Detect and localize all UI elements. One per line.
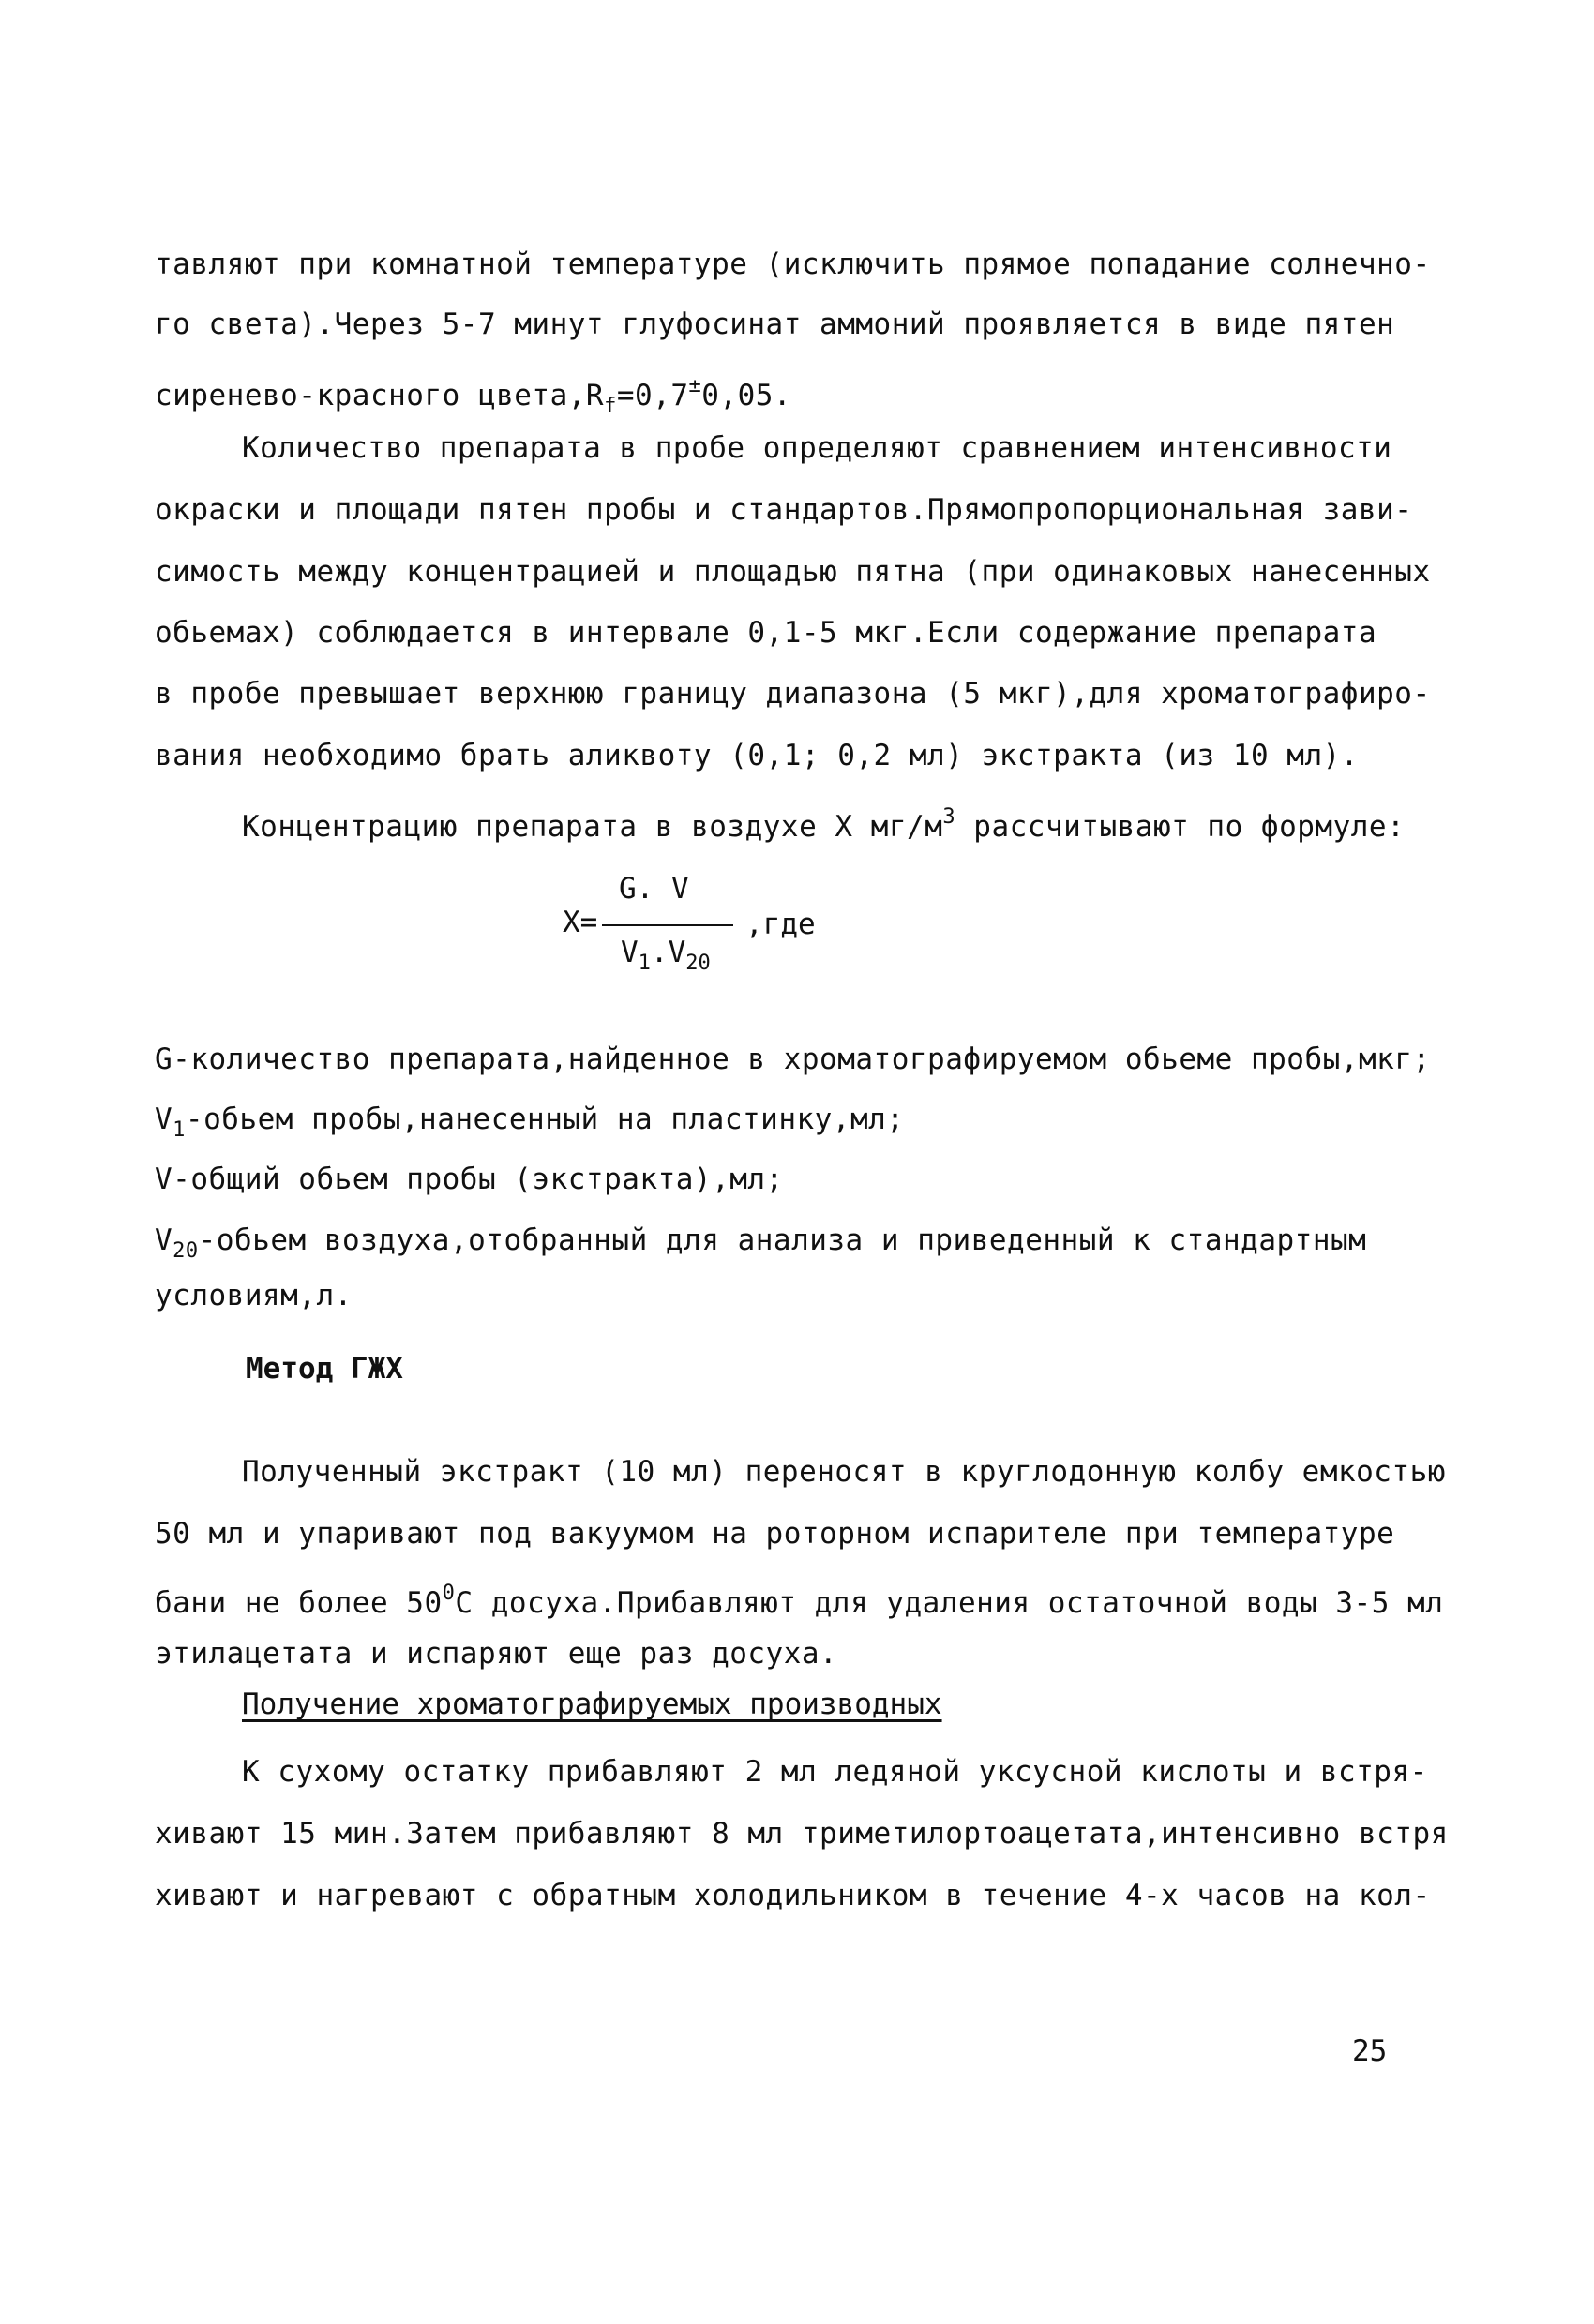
para2-line6: вания необходимо брать аликвоту (0,1; 0,2 мл) экстракта (из 10 мл). xyxy=(155,739,1359,772)
para4-line1: Полученный экстракт (10 мл) переносят в круглодонную колбу емкостью xyxy=(242,1455,1446,1489)
v1-subscript: 1 xyxy=(173,1118,186,1142)
rf-subscript: f xyxy=(604,395,617,418)
formula-numerator: G. V xyxy=(619,872,689,906)
v1-text: -обьем пробы,нанесенный на пластинку,мл; xyxy=(185,1102,905,1136)
v1-symbol: V xyxy=(155,1102,173,1136)
degree-sup: 0 xyxy=(442,1582,456,1605)
para5-line2: хивают 15 мин.Затем прибавляют 8 мл триметилортоацетата,интенсивно встря xyxy=(155,1817,1449,1851)
para4-line3 xyxy=(155,1575,1443,1622)
formula-intro-end: рассчитывают по формуле: xyxy=(955,810,1406,844)
formula-intro: Концентрацию препарата в воздухе X мг/м xyxy=(242,810,943,844)
para4-line2: 50 мл и упаривают под вакуумом на роторном испарителе при температуре xyxy=(155,1517,1395,1551)
formula-denominator xyxy=(621,936,711,975)
def-v: V-общий обьем пробы (экстракта),мл; xyxy=(155,1162,784,1196)
cubic-superscript: 3 xyxy=(942,805,956,829)
rf-tolerance: 0,05. xyxy=(701,379,792,412)
para3-line1 xyxy=(242,799,1405,846)
v20-subscript: 20 xyxy=(173,1239,199,1263)
fraction-bar xyxy=(602,924,733,926)
para2-line1: Количество препарата в пробе определяют сравнением интенсивности xyxy=(242,431,1392,465)
para1-line1: тавляют при комнатной температуре (исключить прямое попадание солнечно- xyxy=(155,247,1431,281)
v20-text: -обьем воздуха,отобранный для анализа и приведенный к стандартным xyxy=(198,1223,1367,1257)
para4-line4: этилацетата и испаряют еще раз досуха. xyxy=(155,1637,838,1671)
para2-line4: обьемах) соблюдается в интервале 0,1-5 мкг.Если содержание препарата xyxy=(155,616,1377,650)
den-v1-sub: 1 xyxy=(638,952,651,975)
concentration-formula xyxy=(563,872,844,994)
temp-suffix: С досуха.Прибавляют для удаления остаточной воды 3-5 мл xyxy=(455,1586,1444,1620)
para2-line5: в пробе превышает верхнюю границу диапазона (5 мкг),для хроматографиро- xyxy=(155,677,1431,711)
para1-line2: го света).Через 5-7 минут глуфосинат аммоний проявляется в виде пятен xyxy=(155,307,1395,341)
section-heading: Метод ГЖХ xyxy=(246,1352,403,1386)
page-number: 25 xyxy=(1352,2034,1388,2068)
def-v1 xyxy=(155,1101,904,1149)
plus-minus-sign: ± xyxy=(688,374,702,397)
para1-line3 xyxy=(155,367,791,426)
para2-line3: симость между концентрацией и площадью пятна (при одинаковых нанесенных xyxy=(155,555,1431,589)
para2-line2: окраски и площади пятен пробы и стандартов.Прямопропорциональная зави- xyxy=(155,493,1413,527)
formula-suffix: ,где xyxy=(745,907,816,941)
rf-value: =0,7 xyxy=(616,379,689,412)
temp-prefix: бани не более 50 xyxy=(155,1586,443,1620)
rf-label: сиренево-красного цвета,R xyxy=(155,379,605,412)
den-v1: V xyxy=(621,936,639,969)
v20-symbol: V xyxy=(155,1223,173,1257)
formula-lhs: X= xyxy=(563,906,598,939)
def-v20 xyxy=(155,1222,1366,1270)
para5-line3: хивают и нагревают с обратным холодильником в течение 4-х часов на кол- xyxy=(155,1879,1431,1912)
para5-line1: К сухому остатку прибавляют 2 мл ледяной уксусной кислоты и встря- xyxy=(242,1755,1428,1789)
def-v20-cont: условиям,л. xyxy=(155,1279,353,1312)
den-v20-sub: 20 xyxy=(685,952,711,975)
den-v20: .V xyxy=(650,936,686,969)
def-g: G-количество препарата,найденное в хроматографируемом обьеме пробы,мкг; xyxy=(155,1042,1431,1076)
subsection-heading: Получение хроматографируемых производных xyxy=(242,1687,942,1721)
